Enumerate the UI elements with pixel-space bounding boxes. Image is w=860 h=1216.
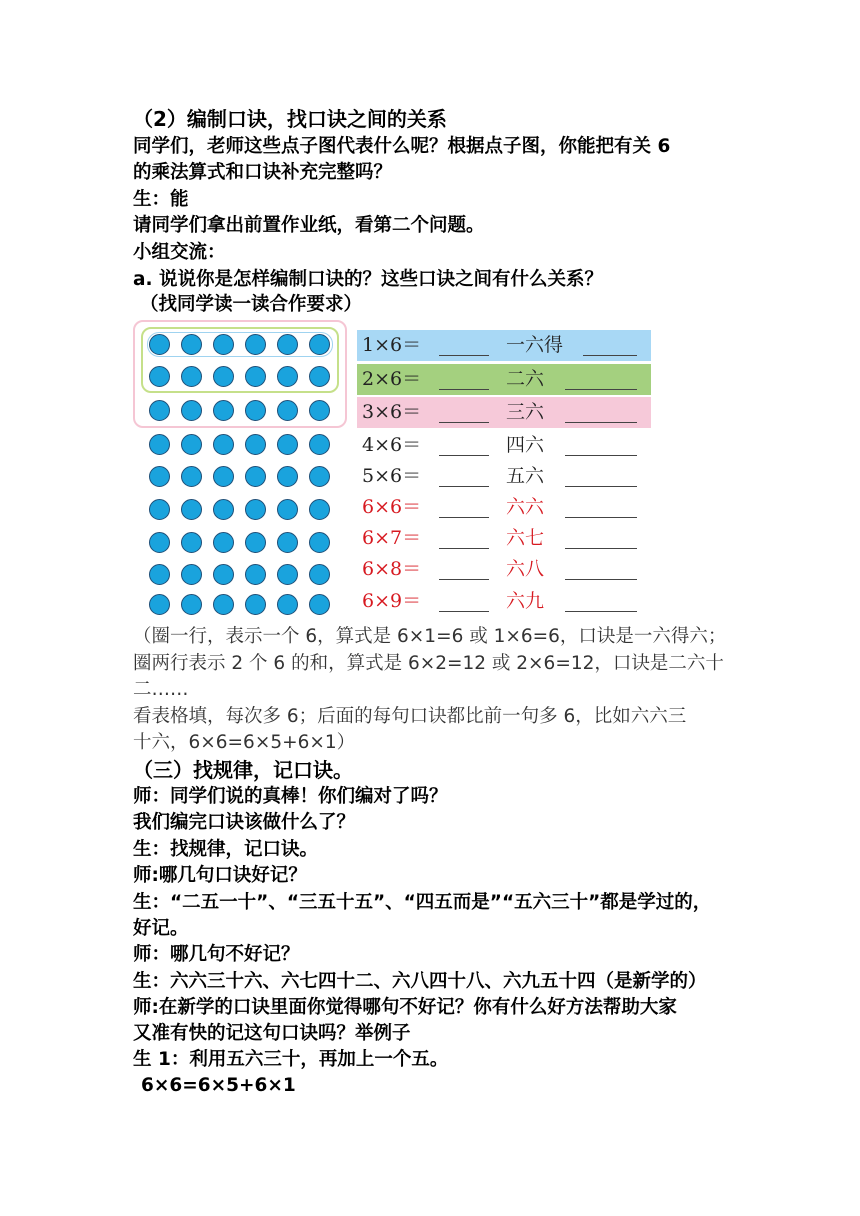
dot xyxy=(277,532,298,553)
dot xyxy=(181,434,202,455)
equation-text: 1×6＝ xyxy=(362,334,422,356)
dot xyxy=(213,334,234,355)
dot-figure xyxy=(133,320,653,620)
dot xyxy=(213,466,234,487)
rhyme-text: 六九 xyxy=(506,590,545,612)
rhyme-blank xyxy=(565,611,637,612)
instruction-line: 请同学们拿出前置作业纸，看第二个问题。 xyxy=(133,215,485,236)
dot xyxy=(309,564,330,585)
dot xyxy=(213,434,234,455)
answer-blank xyxy=(439,517,489,518)
dot xyxy=(245,466,266,487)
teacher-line-3: 师:哪几句口诀好记？ xyxy=(133,865,307,886)
dot xyxy=(309,466,330,487)
rhyme-blank xyxy=(565,579,637,580)
dot xyxy=(245,532,266,553)
rhyme-blank xyxy=(565,517,637,518)
rhyme-text: 四六 xyxy=(506,434,545,456)
group-label: 小组交流： xyxy=(133,242,226,263)
dot xyxy=(149,366,170,387)
dot xyxy=(181,564,202,585)
dot xyxy=(309,499,330,520)
teacher-line-5b: 又准有快的记这句口诀吗？举例子 xyxy=(133,1023,411,1044)
rhyme-text: 三六 xyxy=(506,401,545,423)
section3-title: （三）找规律，记口诀。 xyxy=(133,758,353,782)
dot xyxy=(309,594,330,615)
student-line-1: 生：找规律，记口诀。 xyxy=(133,839,319,860)
dot xyxy=(309,366,330,387)
explain-line-1: （圈一行，表示一个 6，算式是 6×1=6 或 1×6=6，口诀是一六得六； xyxy=(133,626,727,647)
one-row-loop xyxy=(147,332,333,357)
dot xyxy=(149,532,170,553)
dot xyxy=(149,594,170,615)
rhyme-text: 六六 xyxy=(506,496,545,518)
teacher-line-5a: 师:在新学的口诀里面你觉得哪句不好记？你有什么好方法帮助大家 xyxy=(133,997,677,1018)
rhyme-text: 六八 xyxy=(506,558,545,580)
answer-blank xyxy=(439,355,489,356)
dot xyxy=(213,499,234,520)
student-line-2a: 生：“二五一十”、“三五十五”、“四五而是”“五六三十”都是学过的， xyxy=(133,892,712,913)
dot xyxy=(213,564,234,585)
equation-text: 6×7＝ xyxy=(362,527,422,549)
rhyme-text: 一六得 xyxy=(506,334,564,356)
equation-text: 4×6＝ xyxy=(362,434,422,456)
answer-blank xyxy=(439,548,489,549)
equation-text: 5×6＝ xyxy=(362,465,422,487)
dot xyxy=(309,334,330,355)
answer-blank xyxy=(439,611,489,612)
dot xyxy=(149,334,170,355)
dot xyxy=(309,400,330,421)
dot xyxy=(277,434,298,455)
dot xyxy=(309,532,330,553)
answer-blank xyxy=(439,579,489,580)
rhyme-blank xyxy=(565,455,637,456)
rhyme-blank xyxy=(565,422,637,423)
dot xyxy=(149,499,170,520)
dot xyxy=(277,400,298,421)
answer-blank xyxy=(439,389,489,390)
dot xyxy=(213,594,234,615)
rhyme-blank xyxy=(565,389,637,390)
equation-text: 6×9＝ xyxy=(362,590,422,612)
dot xyxy=(245,400,266,421)
dot xyxy=(277,466,298,487)
rhyme-text: 六七 xyxy=(506,527,545,549)
dot xyxy=(245,564,266,585)
dot xyxy=(149,400,170,421)
student-line-4: 生 1：利用五六三十，再加上一个五。 xyxy=(133,1049,449,1070)
dot xyxy=(245,499,266,520)
explain-line-2: 圈两行表示 2 个 6 的和，算式是 6×2=12 或 2×6=12，口诀是二六十 xyxy=(133,653,724,674)
student-line-2b: 好记。 xyxy=(133,918,189,939)
dot xyxy=(309,434,330,455)
formula-line: 6×6=6×5+6×1 xyxy=(141,1075,296,1096)
answer-blank xyxy=(439,422,489,423)
equation-text: 3×6＝ xyxy=(362,401,422,423)
dot xyxy=(149,434,170,455)
dot xyxy=(245,594,266,615)
dot xyxy=(149,466,170,487)
dot xyxy=(213,532,234,553)
rhyme-blank xyxy=(565,486,637,487)
intro-line-2: 的乘法算式和口诀补充完整吗？ xyxy=(133,162,393,183)
rhyme-text: 二六 xyxy=(506,368,545,390)
student-line-3: 生：六六三十六、六七四十二、六八四十八、六九五十四（是新学的） xyxy=(133,971,707,992)
dot xyxy=(149,564,170,585)
dot xyxy=(213,366,234,387)
dot xyxy=(277,366,298,387)
dot xyxy=(213,400,234,421)
dot xyxy=(181,466,202,487)
equation-text: 6×6＝ xyxy=(362,496,422,518)
dot xyxy=(181,366,202,387)
student-answer: 生：能 xyxy=(133,189,189,210)
dot xyxy=(245,366,266,387)
section-title: （2）编制口诀，找口诀之间的关系 xyxy=(133,107,447,131)
intro-line-1: 同学们，老师这些点子图代表什么呢？根据点子图，你能把有关 6 xyxy=(133,136,671,157)
answer-blank xyxy=(439,455,489,456)
explain-line-5: 十六，6×6=6×5+6×1） xyxy=(133,732,356,753)
teacher-line-4: 师：哪几句不好记？ xyxy=(133,944,300,965)
rhyme-blank xyxy=(565,548,637,549)
equation-text: 2×6＝ xyxy=(362,368,422,390)
dot xyxy=(277,499,298,520)
equation-text: 6×8＝ xyxy=(362,558,422,580)
explain-line-4: 看表格填，每次多 6；后面的每句口诀都比前一句多 6，比如六六三 xyxy=(133,706,687,727)
dot xyxy=(277,564,298,585)
explain-line-3: 二…… xyxy=(133,679,189,700)
dot xyxy=(245,334,266,355)
question-a: a. 说说你是怎样编制口诀的？这些口诀之间有什么关系？ xyxy=(133,269,603,290)
answer-blank xyxy=(439,486,489,487)
question-a-note: （找同学读一读合作要求） xyxy=(140,294,363,315)
rhyme-blank xyxy=(583,355,637,356)
dot xyxy=(181,334,202,355)
dot xyxy=(181,400,202,421)
dot xyxy=(181,594,202,615)
dot xyxy=(181,532,202,553)
dot xyxy=(245,434,266,455)
teacher-line-1: 师：同学们说的真棒！你们编对了吗？ xyxy=(133,786,448,807)
dot xyxy=(277,334,298,355)
rhyme-text: 五六 xyxy=(506,465,545,487)
dot xyxy=(277,594,298,615)
dot xyxy=(181,499,202,520)
teacher-line-2: 我们编完口诀该做什么了？ xyxy=(133,812,356,833)
